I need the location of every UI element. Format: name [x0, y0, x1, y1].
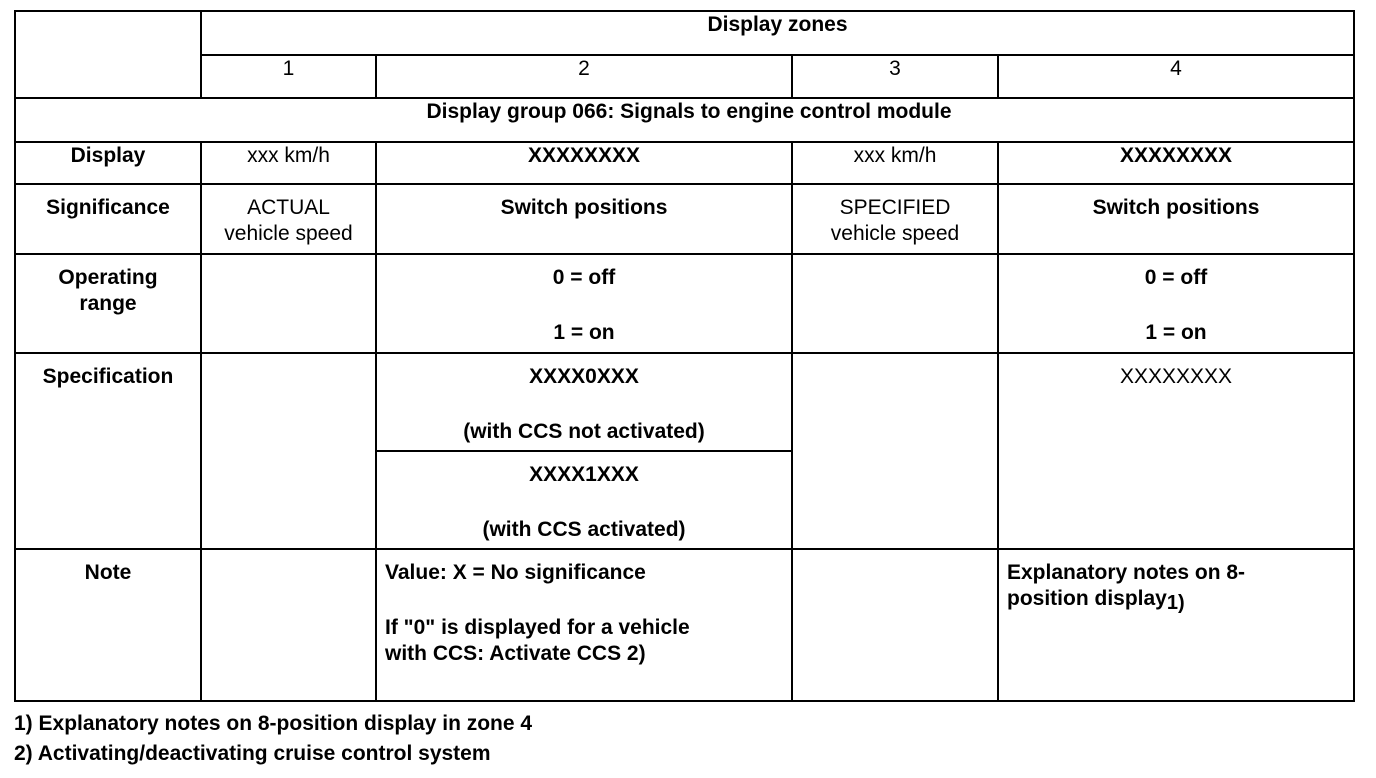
specification-zone-2-inactive: [376, 353, 792, 451]
footnotes: [14, 709, 532, 769]
display-zones-title: Display zones: [201, 11, 1354, 55]
operating-range-label-line2: range: [79, 292, 137, 315]
specification-zone-2-active: [376, 451, 792, 549]
note-zone-2-line3: with CCS: Activate CCS 2): [385, 642, 646, 665]
display-label: Display: [15, 142, 201, 184]
significance-zone-3-line1: SPECIFIED: [839, 196, 951, 219]
footnote-1: 1) Explanatory notes on 8-position display in zone 4: [14, 712, 533, 735]
header-row-title: [15, 11, 1354, 55]
operating-range-zone-1: [201, 254, 376, 353]
significance-zone-1-line2: vehicle speed: [224, 222, 353, 245]
specification-zone-2-active-condition: (with CCS activated): [482, 518, 686, 541]
corner-cell: [15, 11, 201, 98]
display-zone-2: XXXXXXXX: [376, 142, 792, 184]
note-zone-4-footnote-ref: 1): [1166, 592, 1185, 614]
operating-range-label: [15, 254, 201, 353]
note-zone-2-line2: If "0" is displayed for a vehicle: [385, 616, 690, 639]
zone-3-header: 3: [792, 55, 998, 98]
zone-4-header: 4: [998, 55, 1354, 98]
specification-label: Specification: [15, 353, 201, 549]
note-row: [15, 549, 1354, 701]
group-title: Display group 066: Signals to engine control module: [15, 98, 1354, 142]
significance-zone-2: Switch positions: [376, 184, 792, 254]
significance-zone-4: Switch positions: [998, 184, 1354, 254]
significance-zone-3-line2: vehicle speed: [830, 222, 960, 245]
significance-row: [15, 184, 1354, 254]
specification-zone-2-active-value: XXXX1XXX: [529, 463, 639, 486]
note-zone-4-line2-wrap: [1007, 586, 1345, 612]
operating-range-zone-2-off: 0 = off: [552, 266, 616, 289]
significance-zone-1-line1: ACTUAL: [247, 196, 330, 219]
operating-range-zone-4: [998, 254, 1354, 353]
operating-range-zone-2: [376, 254, 792, 353]
operating-range-label-line1: Operating: [58, 266, 158, 289]
operating-range-zone-4-on: 1 = on: [1145, 321, 1207, 344]
display-zone-1: xxx km/h: [201, 142, 376, 184]
note-label: Note: [15, 549, 201, 701]
specification-zone-3: [792, 353, 998, 549]
specification-zone-4: XXXXXXXX: [998, 353, 1354, 549]
specification-zone-2-inactive-value: XXXX0XXX: [529, 365, 639, 388]
significance-zone-1: [201, 184, 376, 254]
note-zone-1: [201, 549, 376, 701]
note-zone-2-line1: Value: X = No significance: [385, 561, 646, 584]
significance-zone-3: [792, 184, 998, 254]
note-zone-4-line1: Explanatory notes on 8-: [1007, 561, 1246, 584]
specification-row-a: [15, 353, 1354, 451]
operating-range-zone-4-off: 0 = off: [1144, 266, 1208, 289]
note-zone-4: [998, 549, 1354, 701]
header-row-zones: [15, 55, 1354, 98]
operating-range-zone-3: [792, 254, 998, 353]
display-zone-4: XXXXXXXX: [998, 142, 1354, 184]
display-group-table: [14, 10, 1355, 702]
zone-1-header: 1: [201, 55, 376, 98]
note-zone-4-line2: position display: [1007, 587, 1167, 610]
note-zone-2: [376, 549, 792, 701]
operating-range-row: [15, 254, 1354, 353]
specification-zone-1: [201, 353, 376, 549]
footnote-2: 2) Activating/deactivating cruise control system: [14, 742, 491, 765]
group-title-row: [15, 98, 1354, 142]
display-row: [15, 142, 1354, 184]
operating-range-zone-2-on: 1 = on: [553, 321, 615, 344]
display-zone-3: xxx km/h: [792, 142, 998, 184]
note-zone-3: [792, 549, 998, 701]
specification-zone-2-inactive-condition: (with CCS not activated): [463, 420, 705, 443]
zone-2-header: 2: [376, 55, 792, 98]
significance-label: Significance: [15, 184, 201, 254]
